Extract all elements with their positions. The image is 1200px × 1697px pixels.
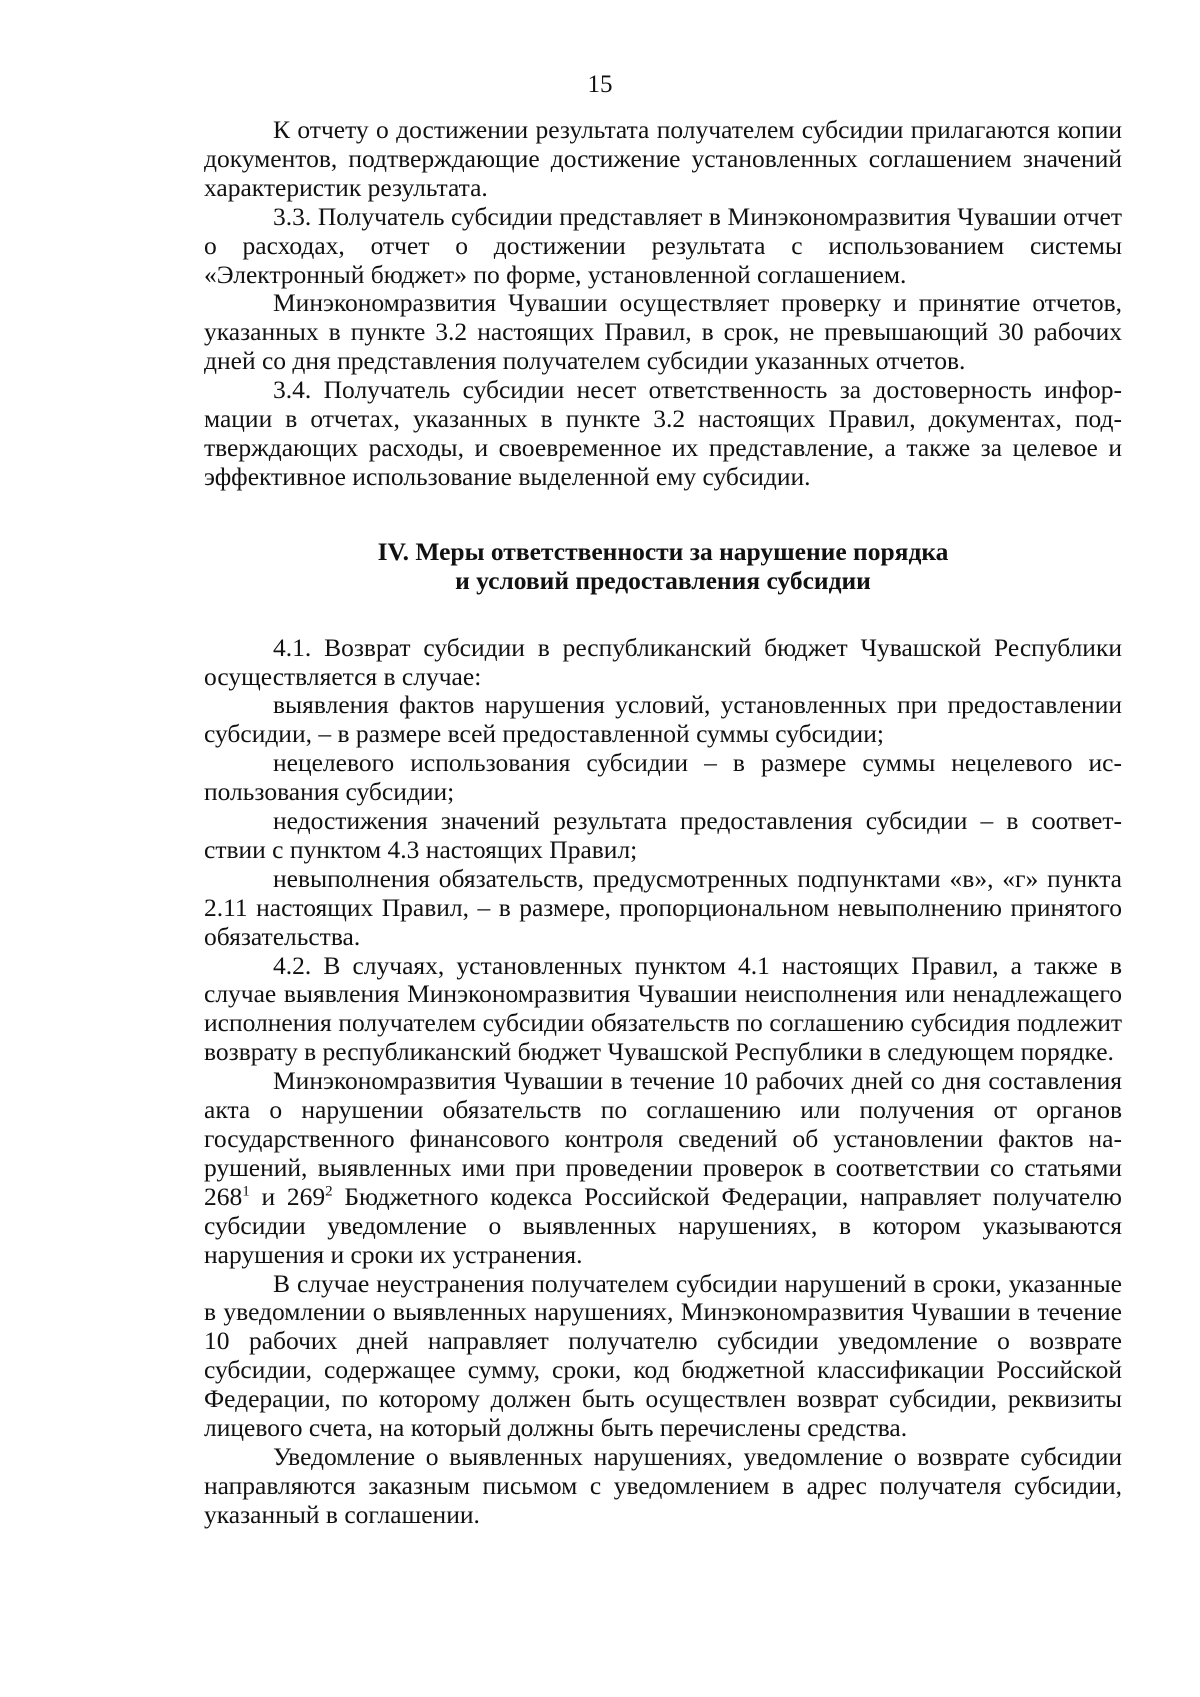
paragraph-case-obligations: невыполнения обязательств, предусмотренных подпунктами «в», «г» пункта 2.11 настоящих Правил, – в размере, пропорциональном невыполнению принятого обязательства. xyxy=(204,863,1122,951)
text-fragment: Бюджетного кодекса Российской Федерации, направляет получателю субсидии уведомление о выявленных нарушениях, в котором указываются нарушения и сроки их устранения. xyxy=(204,1181,1122,1269)
footnote-ref-1: 1 xyxy=(242,1183,250,1200)
paragraph-case-violation: выявления фактов нарушения условий, установленных при предоставлении субсидии, – в размере всей предоставленной суммы субсидии; xyxy=(204,690,1122,749)
text-fragment: Минэкономразвития Чувашии в течение 10 рабочих дней со дня составления акта о нарушении обязательств по соглашению или получения от органов государственного финансового контроля сведений об установлении фактов нарушений, выявленных ими при проведении проверок в соответствии со статьями 268 xyxy=(204,1066,1122,1211)
paragraph-4-1: 4.1. Возврат субсидии в республиканский бюджет Чувашской Республики осуществляется в случае: xyxy=(204,632,1122,691)
paragraph-notification-procedure xyxy=(204,1067,1122,1269)
paragraph-notification-delivery: Уведомление о выявленных нарушениях, уведомление о возврате субсидии направляются заказным письмом с уведомлением в адрес получателя субсидии, указанный в соглашении. xyxy=(204,1441,1122,1529)
paragraph-report-attachments: К отчету о достижении результата получателем субсидии прилагаются копии документов, подтверждающие достижение установленных соглашением значений характеристик результата. xyxy=(204,115,1122,202)
section-heading xyxy=(204,538,1122,596)
section-heading-line2: и условий предоставления субсидии xyxy=(455,565,871,595)
paragraph-3-3: 3.3. Получатель субсидии представляет в Минэкономразвития Чувашии отчет о расходах, отчет о достижении результата с использованием системы «Электронный бюджет» по форме, установленной соглашением. xyxy=(204,201,1122,289)
paragraph-report-check: Минэкономразвития Чувашии осуществляет проверку и принятие отчетов, указанных в пункте 3.2 настоящих Правил, в срок, не превышающий 30 рабочих дней со дня представления получателем субсидии указанных отчетов. xyxy=(204,288,1122,376)
page-number: 15 xyxy=(587,71,613,98)
paragraph-case-misuse: нецелевого использования субсидии – в размере суммы нецелевого использования субсидии; xyxy=(204,748,1122,807)
paragraph-non-elimination: В случае неустранения получателем субсидии нарушений в сроки, указанные в уведомлении о выявленных нарушениях, Минэкономразвития Чувашии в течение 10 рабочих дней направляет получателю субсидии уведомление о возврате субсидии, содержащее сумму, сроки, код бюджетной классификации Российской Федерации, по которому должен быть осуществлен возврат субсидии, реквизиты лицевого счета, на который должны быть перечислены средства. xyxy=(204,1268,1122,1443)
footnote-ref-2: 2 xyxy=(325,1183,333,1200)
paragraph-4-2: 4.2. В случаях, установленных пунктом 4.1 настоящих Правил, а также в случае выявления Минэкономразвития Чувашии неисполнения или ненадлежащего исполнения получателем субсидии обязательств по соглашению субсидия подлежит возврату в республиканский бюджет Чувашской Республики в следующем порядке. xyxy=(204,950,1122,1067)
document-body xyxy=(204,116,1122,1530)
paragraph-3-4: 3.4. Получатель субсидии несет ответственность за достоверность информации в отчетах, указанных в пункте 3.2 настоящих Правил, документах, подтверждающих расходы, и своевременное их представление, а также за целевое и эффективное использование выделенной ему субсидии. xyxy=(204,375,1122,491)
section-heading-line1: IV. Меры ответственности за нарушение порядка xyxy=(377,536,949,566)
paragraph-case-not-achieved: недостижения значений результата предоставления субсидии – в соответствии с пунктом 4.3 настоящих Правил; xyxy=(204,806,1122,864)
text-fragment: и 269 xyxy=(249,1181,326,1211)
